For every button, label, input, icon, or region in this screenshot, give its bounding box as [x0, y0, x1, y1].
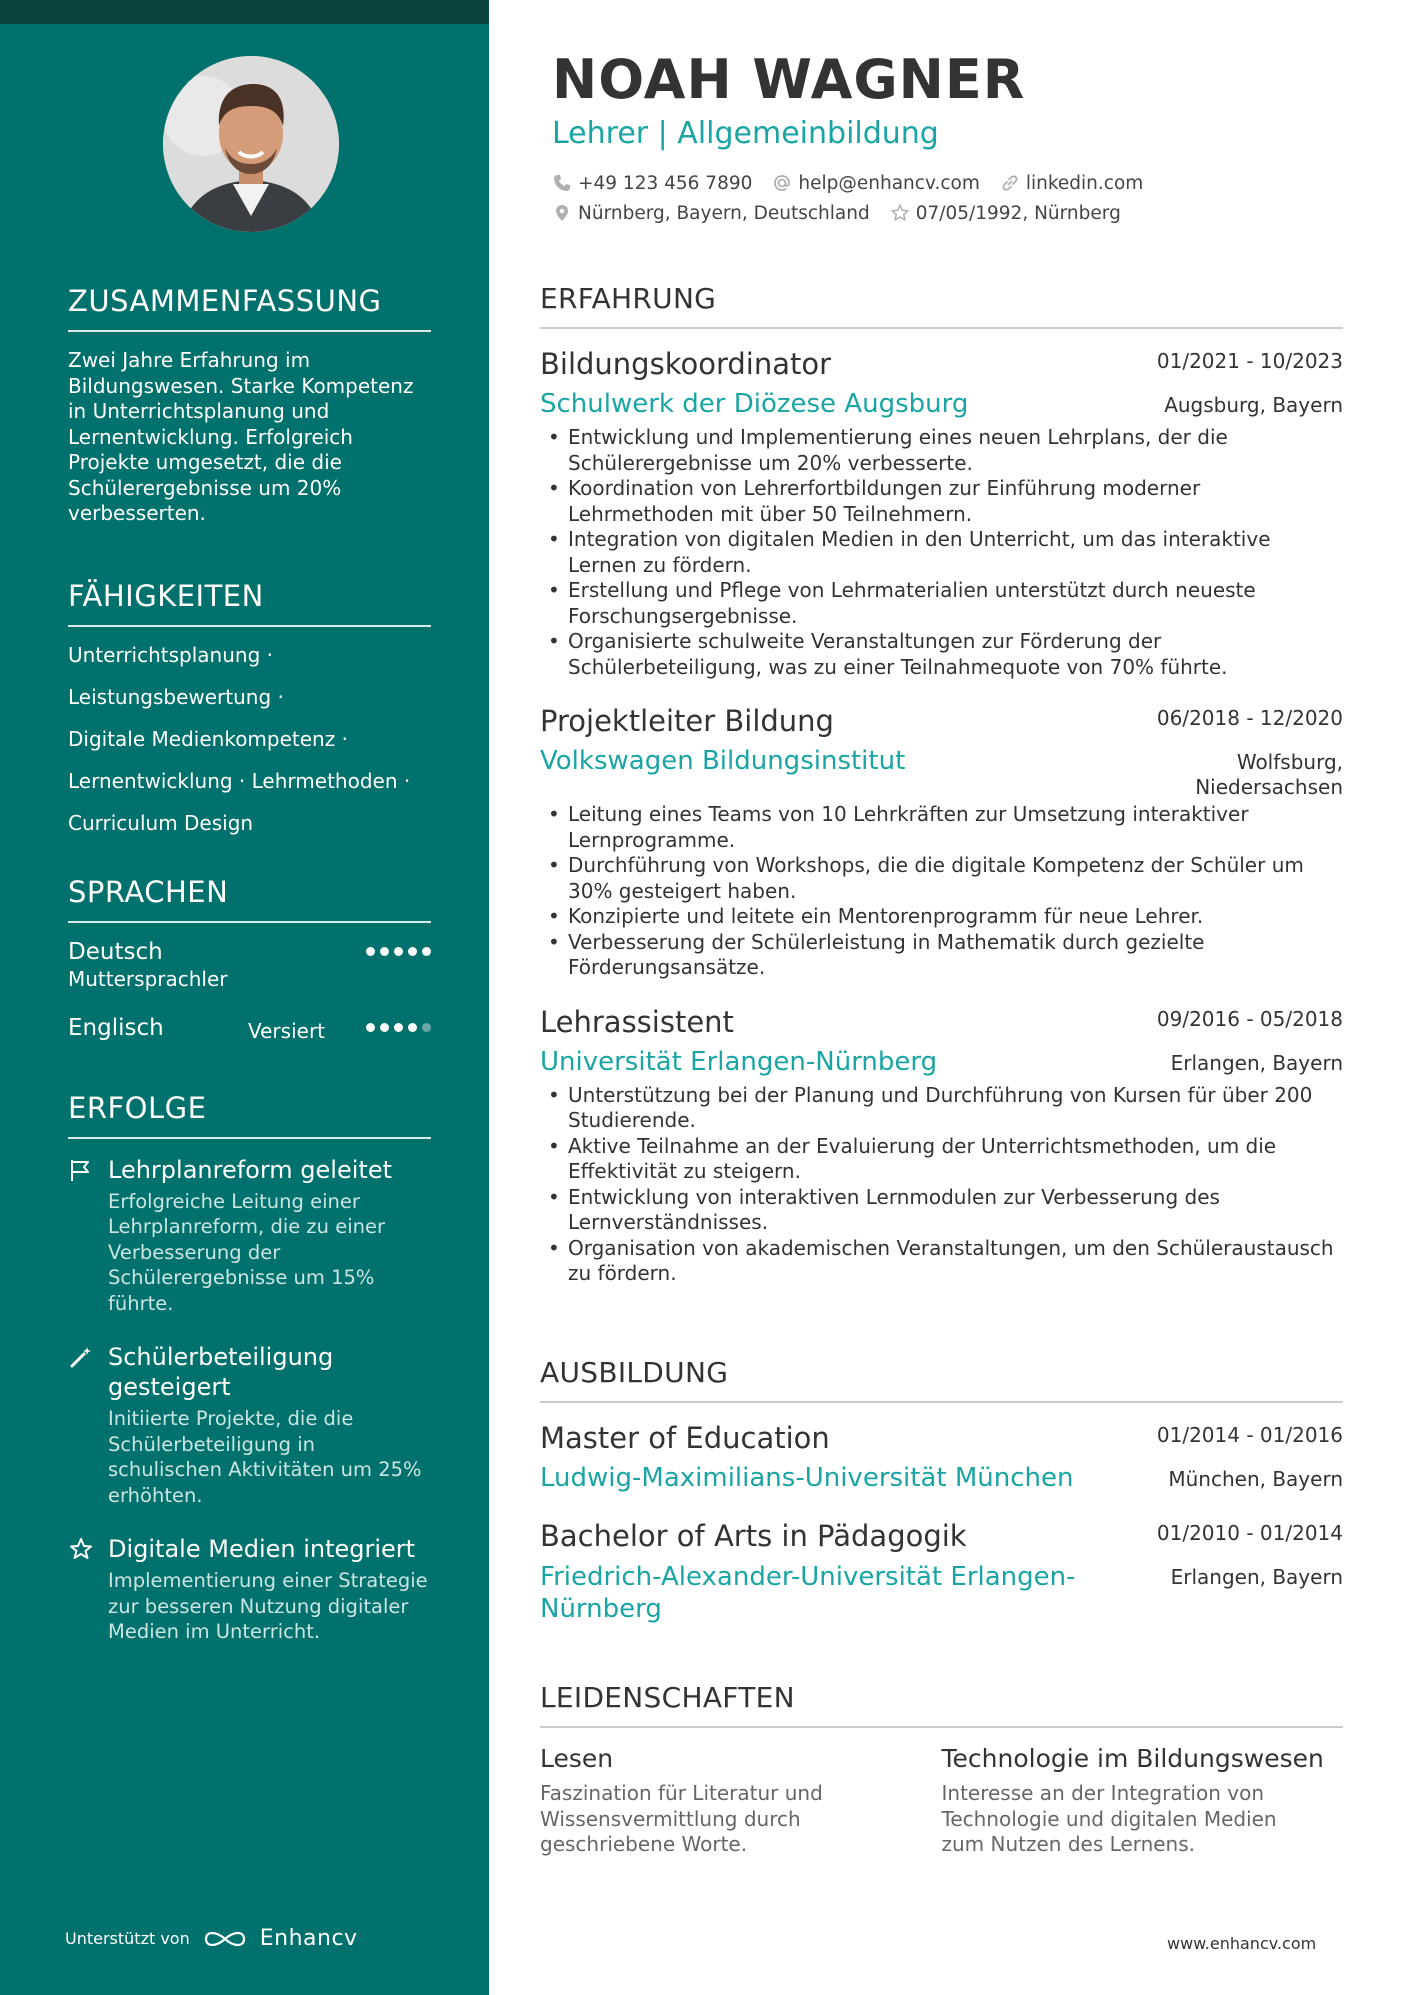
- job-company: Volkswagen Bildungsinstitut: [540, 746, 906, 776]
- achievement-title: Digitale Medien integriert: [108, 1535, 416, 1563]
- powered-by: [65, 1926, 358, 1951]
- languages-section: [68, 875, 431, 1049]
- bullet-item: • Aktive Teilnahme an der Evaluierung der Unterrichtsmethoden, um die Effektivität zu steigern.: [540, 1134, 1343, 1185]
- passion-title: Technologie im Bildungswesen: [941, 1744, 1324, 1773]
- phone-text: +49 123 456 7890: [578, 172, 753, 194]
- footer-url[interactable]: www.enhancv.com: [1167, 1934, 1317, 1953]
- school-location: München, Bayern: [1168, 1467, 1343, 1491]
- degree-dates: 01/2010 - 01/2014: [1156, 1521, 1343, 1545]
- job-role: Lehrassistent: [540, 1004, 734, 1039]
- sidebar-top-bar: [0, 0, 489, 24]
- achievement-text: Erfolgreiche Leitung einer Lehrplanreform, die zu einer Verbesserung der Schülerergebnisse um 15% führte.: [108, 1189, 386, 1315]
- language-name: Deutsch: [68, 938, 163, 965]
- job-company: Schulwerk der Diözese Augsburg: [540, 389, 969, 419]
- achievements-section: [68, 1091, 431, 1645]
- bullet-item: • Organisierte schulweite Veranstaltungen zur Förderung der Schülerbeteiligung, was zu einer Teilnahmequote von 70% führte.: [540, 629, 1343, 680]
- contact-info: [552, 168, 1163, 228]
- achievement-text: Implementierung einer Strategie zur besseren Nutzung digitaler Medien im Unterricht.: [108, 1569, 428, 1643]
- flag-icon: [68, 1157, 94, 1183]
- email-text: help@enhancv.com: [798, 172, 980, 194]
- candidate-name: NOAH WAGNER: [552, 48, 1026, 111]
- enhancv-brand[interactable]: Enhancv: [259, 1926, 358, 1951]
- rating-dot: [408, 947, 417, 956]
- rating-dot: [422, 947, 431, 956]
- location-text: Nürnberg, Bayern, Deutschland: [578, 202, 870, 224]
- passion-item: [540, 1744, 942, 1858]
- language-item: [68, 939, 431, 997]
- language-rating: [366, 947, 431, 956]
- languages-heading: SPRACHEN: [68, 875, 431, 923]
- job-company: Universität Erlangen-Nürnberg: [540, 1046, 938, 1077]
- summary-section: [68, 284, 431, 527]
- passions-heading: LEIDENSCHAFTEN: [540, 1681, 1343, 1728]
- degree-dates: 01/2014 - 01/2016: [1156, 1423, 1343, 1447]
- skill-line: Lernentwicklung · Lehrmethoden ·: [68, 768, 411, 793]
- language-name: Englisch: [68, 1014, 164, 1041]
- experience-item: [540, 1005, 1343, 1287]
- school-name: Ludwig-Maximilians-Universität München: [540, 1463, 1074, 1493]
- skill-line: Digitale Medienkompetenz ·: [68, 726, 348, 751]
- candidate-title: Lehrer | Allgemeinbildung: [552, 116, 939, 151]
- achievement-item: [68, 1342, 431, 1508]
- skills-section: [68, 579, 431, 835]
- sidebar: [0, 0, 489, 1995]
- rating-dot: [380, 1023, 389, 1032]
- passion-text: Faszination für Literatur und Wissensvermittlung durch geschriebene Worte.: [540, 1781, 823, 1856]
- at-sign-icon: [772, 173, 792, 193]
- experience-item: [540, 347, 1343, 680]
- education-heading: AUSBILDUNG: [540, 1356, 1343, 1403]
- bullet-item: • Integration von digitalen Medien in den Unterricht, um das interaktive Lernen zu fördern.: [540, 527, 1343, 578]
- bullet-item: • Konzipierte und leitete ein Mentorenprogramm für neue Lehrer.: [540, 904, 1343, 930]
- contact-birth: [890, 203, 1121, 224]
- achievement-title: Lehrplanreform geleitet: [108, 1155, 392, 1184]
- education-section: [540, 1356, 1343, 1625]
- experience-section: [540, 282, 1343, 1287]
- school-name: Friedrich-Alexander-Universität Erlangen-Nürnberg: [540, 1562, 1076, 1624]
- contact-linkedin[interactable]: [1000, 173, 1143, 194]
- job-bullets: [540, 1083, 1343, 1287]
- passions-section: [540, 1681, 1343, 1858]
- bullet-item: • Organisation von akademischen Veranstaltungen, um den Schüleraustausch zu fördern.: [540, 1236, 1343, 1287]
- star-outline-icon: [890, 203, 910, 223]
- contact-location: [552, 203, 870, 224]
- star-icon: [68, 1536, 94, 1562]
- skill-line: Unterrichtsplanung ·: [68, 642, 273, 667]
- bullet-item: • Entwicklung von interaktiven Lernmodulen zur Verbesserung des Lernverständnisses.: [540, 1185, 1343, 1236]
- rating-dot: [408, 1023, 417, 1032]
- degree-title: Master of Education: [540, 1421, 830, 1455]
- achievements-heading: ERFOLGE: [68, 1091, 431, 1139]
- skill-line: Leistungsbewertung ·: [68, 684, 284, 709]
- bullet-item: • Durchführung von Workshops, die die digitale Kompetenz der Schüler um 30% gesteigert haben.: [540, 853, 1343, 904]
- birth-text: 07/05/1992, Nürnberg: [915, 202, 1121, 224]
- achievement-title: Schülerbeteiligung gesteigert: [108, 1343, 334, 1401]
- job-dates: 09/2016 - 05/2018: [1156, 1006, 1343, 1031]
- experience-item: [540, 704, 1343, 981]
- job-dates: 01/2021 - 10/2023: [1156, 349, 1343, 373]
- rating-dot: [422, 1023, 431, 1032]
- bullet-item: • Verbesserung der Schülerleistung in Mathematik durch gezielte Förderungsansätze.: [540, 930, 1343, 981]
- summary-heading: ZUSAMMENFASSUNG: [68, 284, 431, 332]
- location-pin-icon: [552, 203, 572, 223]
- bullet-item: • Unterstützung bei der Planung und Durchführung von Kursen für über 200 Studierende.: [540, 1083, 1343, 1134]
- rating-dot: [366, 1023, 375, 1032]
- degree-title: Bachelor of Arts in Pädagogik: [540, 1519, 967, 1553]
- job-role: Bildungskoordinator: [540, 347, 832, 381]
- rating-dot: [394, 947, 403, 956]
- passion-title: Lesen: [540, 1744, 614, 1773]
- linkedin-text: linkedin.com: [1025, 172, 1144, 194]
- magic-wand-icon: [68, 1344, 94, 1370]
- rating-dot: [394, 1023, 403, 1032]
- skills-heading: FÄHIGKEITEN: [68, 579, 431, 627]
- link-icon: [1000, 173, 1020, 193]
- summary-text: Zwei Jahre Erfahrung im Bildungswesen. Starke Kompetenz in Unterrichtsplanung und Lernentwicklung. Erfolgreich Projekte umgesetzt, die die Schülerergebnisse um 20% verbesserten.: [68, 348, 414, 525]
- bullet-item: • Entwicklung und Implementierung eines neuen Lehrplans, der die Schülerergebnisse um 20% verbesserte.: [540, 425, 1343, 476]
- bullet-item: • Erstellung und Pflege von Lehrmaterialien unterstützt durch neueste Forschungsergebnisse.: [540, 578, 1343, 629]
- school-location: Erlangen, Bayern: [1170, 1565, 1343, 1589]
- achievement-text: Initiierte Projekte, die die Schülerbeteiligung in schulischen Aktivitäten um 25% erhöhten.: [108, 1407, 422, 1507]
- job-bullets: [540, 425, 1343, 680]
- job-location: Erlangen, Bayern: [1170, 1050, 1343, 1075]
- powered-by-label: Unterstützt von: [65, 1929, 190, 1948]
- education-item: [540, 1519, 1343, 1625]
- language-level: Muttersprachler: [68, 966, 228, 991]
- job-role: Projektleiter Bildung: [540, 704, 834, 738]
- job-location: Augsburg, Bayern: [1164, 393, 1343, 417]
- skill-line: Curriculum Design: [68, 810, 254, 835]
- contact-email[interactable]: [772, 173, 979, 194]
- job-location: Wolfsburg, Niedersachsen: [1195, 750, 1343, 799]
- profile-photo: [163, 56, 339, 232]
- job-bullets: [540, 802, 1343, 981]
- passion-text: Interesse an der Integration von Technologie und digitalen Medien zum Nutzen des Lernens.: [941, 1781, 1277, 1856]
- bullet-item: • Leitung eines Teams von 10 Lehrkräften zur Umsetzung interaktiver Lernprogramme.: [540, 802, 1343, 853]
- job-dates: 06/2018 - 12/2020: [1156, 706, 1343, 730]
- language-level: Versiert: [248, 1018, 326, 1043]
- passion-item: [942, 1744, 1344, 1858]
- enhancv-logo-icon: [202, 1927, 248, 1951]
- experience-heading: ERFAHRUNG: [540, 282, 1343, 329]
- rating-dot: [380, 947, 389, 956]
- achievement-item: [68, 1534, 431, 1645]
- achievement-item: [68, 1155, 431, 1317]
- education-item: [540, 1421, 1343, 1493]
- language-item: [68, 1015, 431, 1049]
- rating-dot: [366, 947, 375, 956]
- language-rating: [366, 1023, 431, 1032]
- contact-phone[interactable]: [552, 173, 752, 194]
- phone-icon: [552, 173, 572, 193]
- bullet-item: • Koordination von Lehrerfortbildungen zur Einführung moderner Lehrmethoden mit über 50 Teilnehmern.: [540, 476, 1343, 527]
